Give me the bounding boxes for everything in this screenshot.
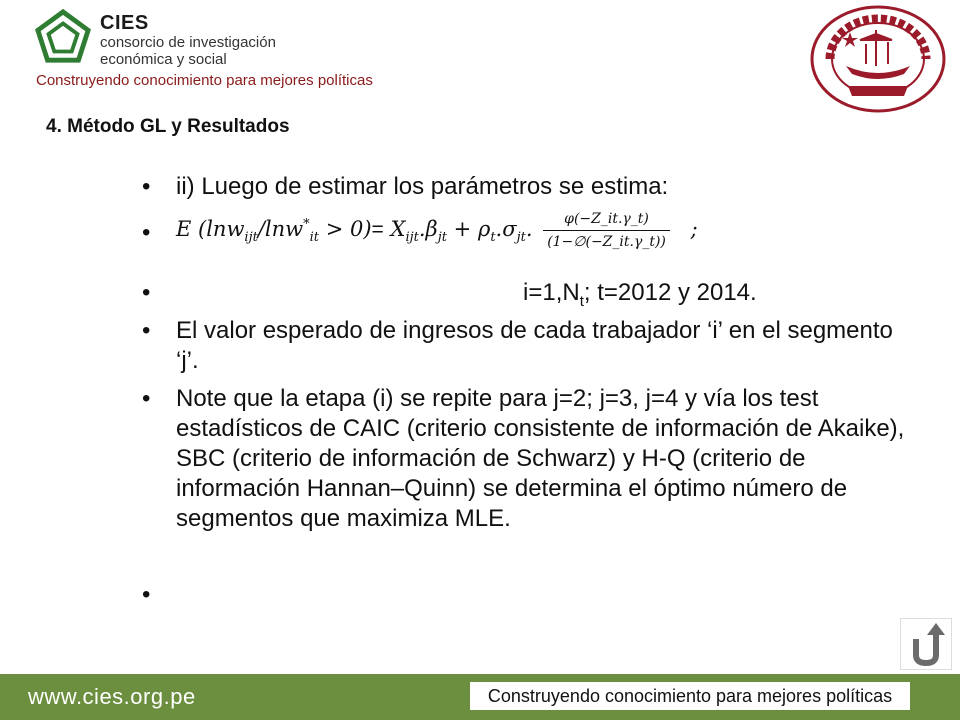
bullet-dot: • bbox=[142, 581, 151, 608]
back-button[interactable] bbox=[900, 618, 952, 670]
bullet-dot: • bbox=[142, 173, 151, 200]
footer-tagline: Construyendo conocimiento para mejores políticas bbox=[470, 682, 910, 710]
logo-tagline: Construyendo conocimiento para mejores políticas bbox=[36, 72, 373, 89]
list-item-text: $i=1,N_t$; t=2012 y 2014. bbox=[523, 279, 757, 310]
list-item-text: ii) Luego de estimar los parámetros se estima: bbox=[176, 173, 669, 200]
fraction bbox=[543, 210, 670, 251]
logo-subtitle-1: consorcio de investigación bbox=[100, 34, 276, 51]
fraction-denominator: (1−∅(−Z_it.γ_t)) bbox=[547, 234, 666, 250]
footer-bar bbox=[0, 674, 960, 720]
footer-url: www.cies.org.pe bbox=[28, 684, 196, 709]
formula: E $(\ln w_{ijt}/\ln w^*_{it} > 0)= X_{ijt}.\beta_{jt} + \rho_t.\sigma_{jt}$. $\frac{\varphi(-Z\_it.\gamma\_t)}{(1-\emptyset(-Z\_it.\gamma\_t))}$ ; bbox=[176, 211, 698, 250]
cies-logo bbox=[30, 6, 373, 96]
bullet-dot: • bbox=[142, 279, 151, 306]
fraction-numerator: φ(−Z_it.γ_t) bbox=[543, 210, 670, 231]
u-turn-arrow-icon bbox=[901, 619, 951, 669]
section-title: 4. Método GL y Resultados bbox=[46, 116, 290, 137]
list-item-text: Note que la etapa (i) se repite para j=2; j=3, j=4 y vía los test estadísticos de CAIC (criterio consistente de información de Akaike), SBC (criterio de información de Schwarz) y H-Q (criterio de información Hannan–Quinn) se determina el óptimo número de segmentos que maximiza MLE. bbox=[176, 385, 905, 532]
logo-subtitle-2: económica y social bbox=[100, 51, 227, 68]
bullet-dot: • bbox=[142, 219, 151, 246]
list-item-text: El valor esperado de ingresos de cada trabajador ‘i’ en el segmento ‘j’. bbox=[176, 317, 893, 374]
logo-name: CIES bbox=[100, 12, 149, 34]
university-seal-icon bbox=[808, 4, 948, 114]
bullet-dot: • bbox=[142, 385, 151, 412]
pentagon-logo-icon bbox=[34, 8, 92, 66]
bullet-dot: • bbox=[142, 317, 151, 344]
